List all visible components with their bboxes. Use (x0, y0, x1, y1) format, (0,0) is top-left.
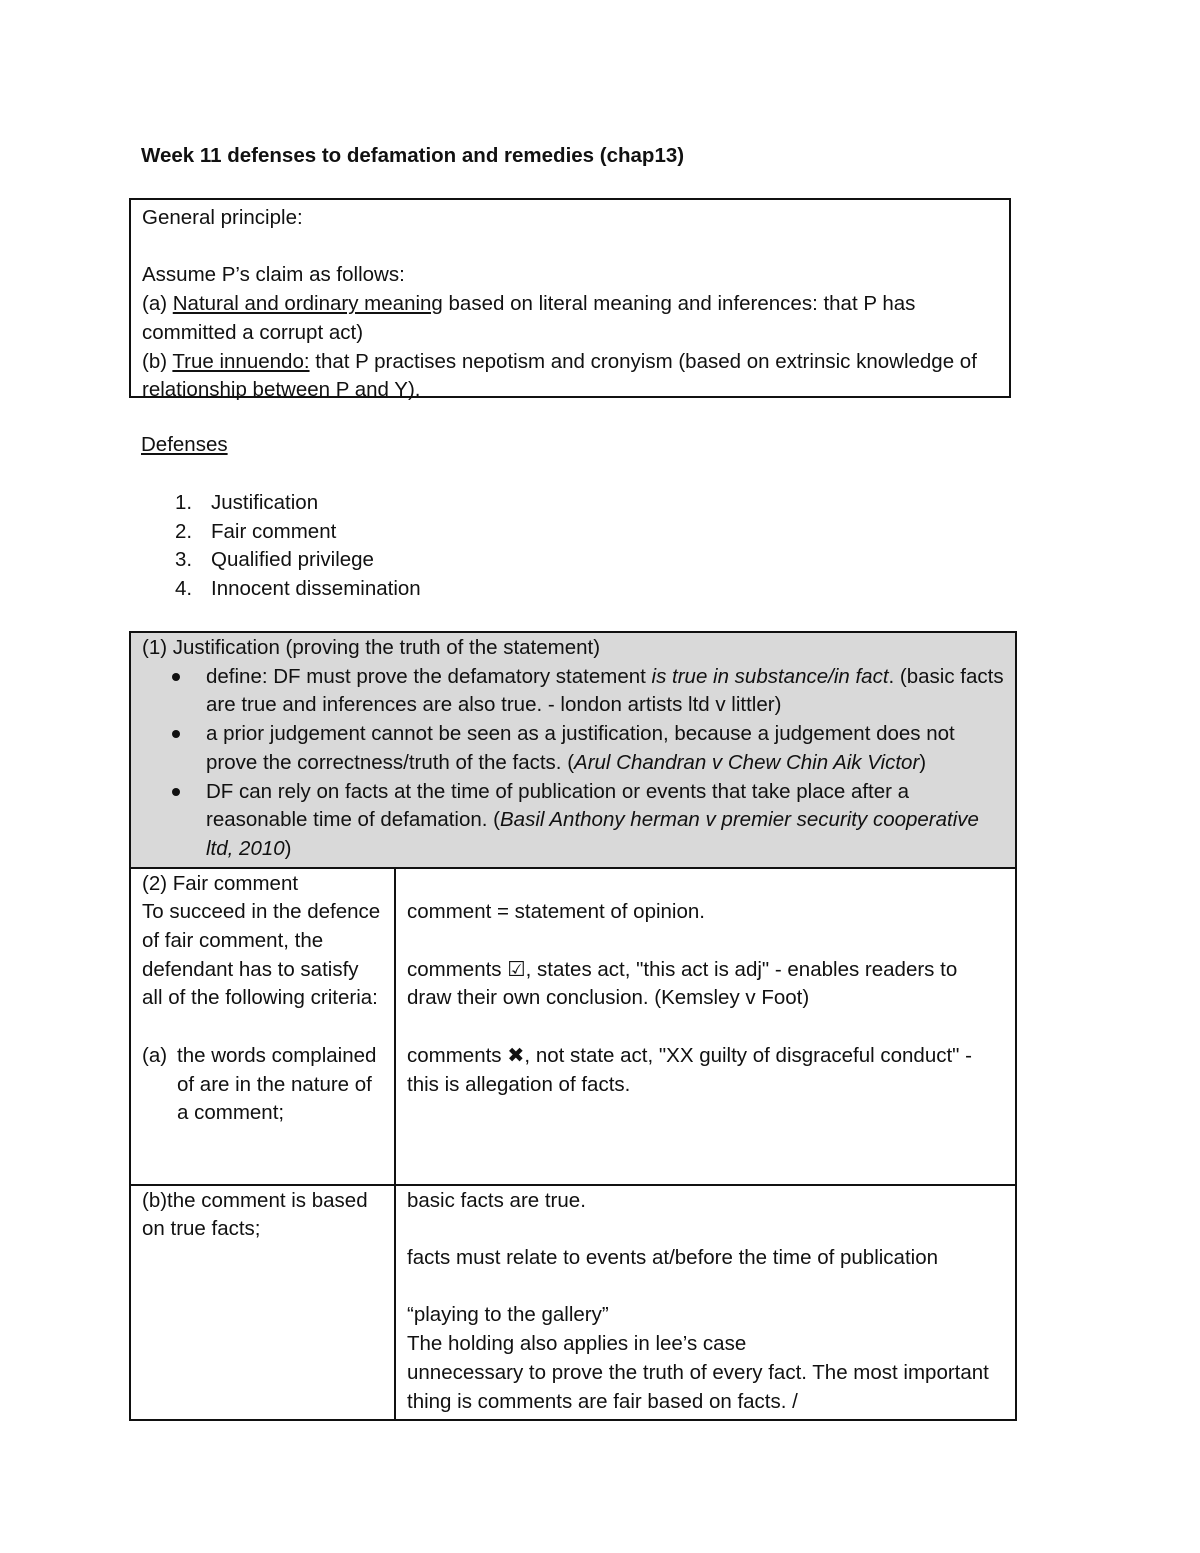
defenses-list (141, 489, 421, 604)
true-facts-note: “playing to the gallery” (407, 1303, 609, 1327)
defense-label: Innocent dissemination (211, 577, 421, 601)
justification-heading: (1) Justification (proving the truth of the statement) (142, 636, 601, 659)
fair-comment-heading: (2) Fair comment (142, 871, 299, 895)
spacer (407, 1273, 1004, 1302)
principle-b-prefix: (b) (142, 349, 173, 373)
spacer (407, 927, 1004, 956)
defense-item (141, 546, 421, 575)
fair-comment-intro: To succeed in the defence of fair comment, the defendant has to satisfy all of the following criteria: (142, 900, 381, 1010)
defense-number: 3. (175, 548, 193, 572)
defense-label: Qualified privilege (211, 548, 374, 572)
true-facts-note: basic facts are true. (407, 1188, 586, 1212)
true-facts-note: The holding also applies in lee’s case (407, 1332, 747, 1356)
defense-number: 1. (175, 491, 193, 514)
true-facts-note: unnecessary to prove the truth of every fact. The most important thing is comments are fair based on facts. / (407, 1360, 989, 1413)
justification-bullet (142, 778, 1004, 864)
justification-bullets (142, 663, 1004, 864)
fair-comment-note: comments ☑, states act, "this act is adj" - enables readers to draw their own conclusion. (Kemsley v Foot) (407, 957, 958, 1010)
justification-bullet (142, 720, 1004, 777)
table-row-justification (130, 632, 1016, 868)
general-principle-box (129, 198, 1011, 402)
table-row-true-facts (130, 1185, 1016, 1421)
table-row-fair-comment (130, 868, 1016, 1185)
bullet-text: ) (919, 750, 927, 774)
true-facts-right-cell (395, 1185, 1016, 1421)
bullet-italic: is true in substance/in fact (651, 664, 889, 688)
bullet-icon (172, 730, 180, 738)
bullet-text: ) (284, 836, 292, 860)
bullet-text: a prior judgement cannot be seen as a justification, because a judgement does not prove the correctness/truth of the facts. ( (206, 722, 955, 774)
bullet-italic: Arul Chandran v Chew Chin Aik Victor (574, 750, 920, 774)
criterion-a (142, 1042, 383, 1128)
spacer (142, 1013, 383, 1042)
justification-bullet (142, 663, 1004, 720)
criterion-label: (a) (142, 1043, 168, 1067)
defense-label: Justification (211, 491, 319, 514)
defense-item (141, 575, 421, 604)
fair-comment-left-cell (130, 868, 395, 1185)
true-facts-note: facts must relate to events at/before the time of publication (407, 1246, 939, 1270)
principle-item-a (142, 290, 998, 347)
bullet-text: define: DF must prove the defamatory statement (206, 664, 652, 688)
defense-item (141, 518, 421, 547)
bullet-italic: Basil Anthony herman v premier security cooperative ltd, 2010 (206, 808, 979, 860)
spacer (407, 1215, 1004, 1244)
principle-a-prefix: (a) (142, 292, 173, 316)
criterion-text: the words complained of are in the nature of a comment; (177, 1043, 377, 1125)
principle-b-rest: that P practises nepotism and cronyism (based on extrinsic knowledge of relationship between P and Y). (142, 349, 977, 402)
spacer (407, 870, 1004, 899)
fair-comment-note: comments ✖, not state act, "XX guilty of disgraceful conduct" - this is allegation of facts. (407, 1043, 972, 1096)
fair-comment-note: comment = statement of opinion. (407, 900, 705, 924)
defenses-table (129, 631, 1017, 1421)
defenses-heading: Defenses (141, 433, 228, 456)
principle-a-term: Natural and ordinary meaning (172, 292, 443, 316)
spacer (407, 1013, 1004, 1042)
page-title: Week 11 defenses to defamation and remedies (chap13) (141, 144, 685, 167)
principle-a-rest: based on literal meaning and inferences: that P has committed a corrupt act) (142, 292, 916, 344)
principle-b-term: True innuendo: (172, 349, 310, 373)
principle-item-b (142, 348, 998, 405)
defense-label: Fair comment (211, 519, 337, 543)
bullet-icon (172, 788, 180, 796)
true-facts-criterion: (b)the comment is based on true facts; (142, 1188, 368, 1241)
defense-number: 2. (175, 519, 193, 543)
bullet-icon (172, 673, 180, 681)
bullet-text: DF can rely on facts at the time of publication or events that take place after a reasonable time of defamation. ( (206, 779, 910, 832)
bullet-text: . (basic facts are true and inferences are also true. - london artists ltd v littler) (206, 664, 1004, 717)
principle-heading: General principle: (142, 206, 303, 229)
defense-number: 4. (175, 577, 193, 601)
justification-cell (130, 632, 1016, 868)
spacer (142, 233, 998, 262)
fair-comment-right-cell (395, 868, 1016, 1185)
principle-intro: Assume P’s claim as follows: (142, 263, 405, 287)
true-facts-left-cell (130, 1185, 395, 1421)
defense-item (141, 489, 421, 518)
